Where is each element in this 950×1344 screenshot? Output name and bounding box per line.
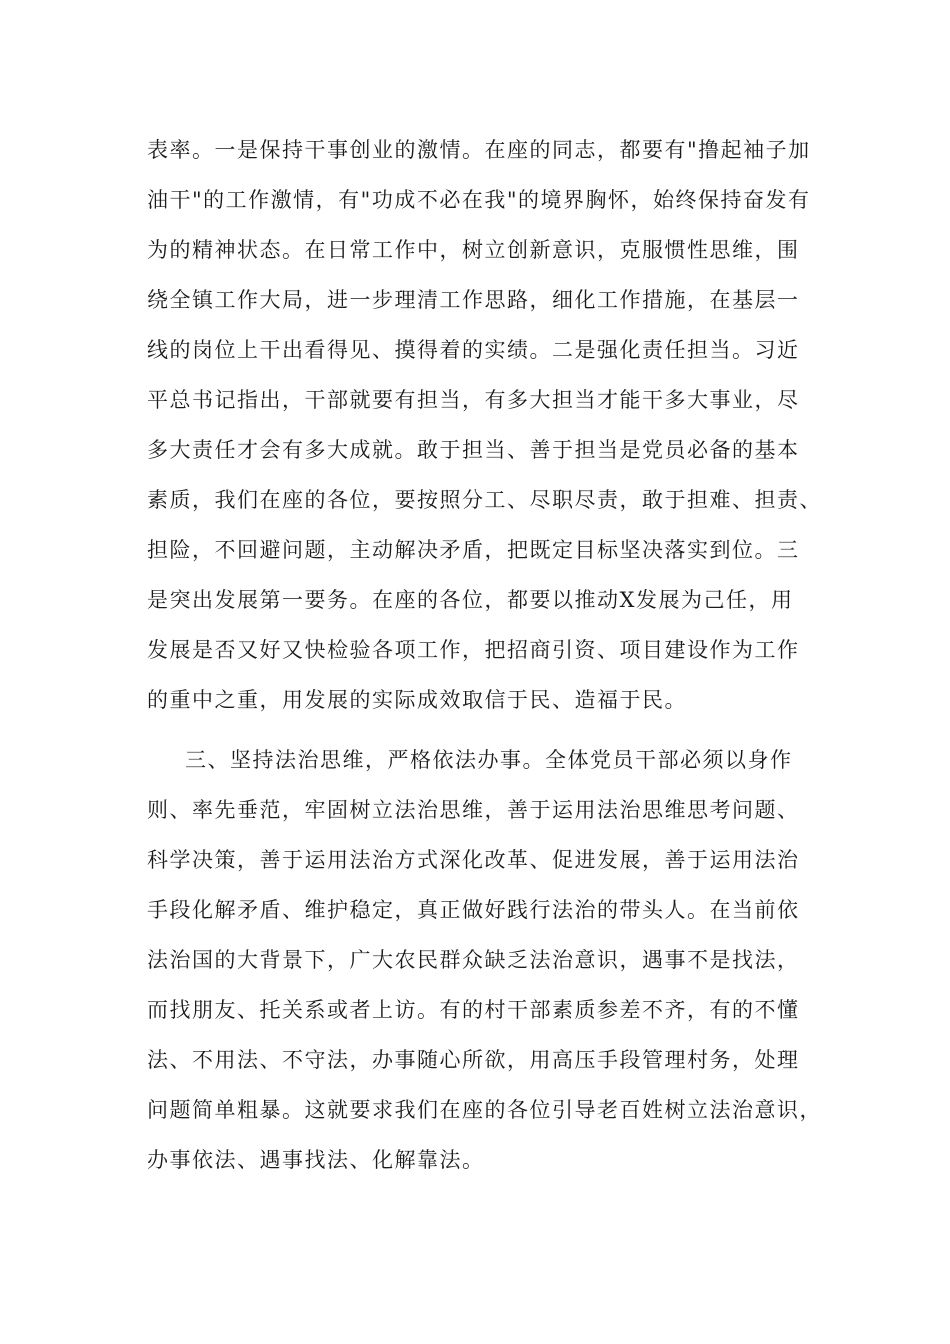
paragraph-1-line-10: 是突出发展第一要务。在座的各位，都要以推动X发展为己任，用 <box>147 588 794 612</box>
paragraph-2-line-4: 手段化解矛盾、维护稳定，真正做好践行法治的带头人。在当前依 <box>147 898 800 922</box>
paragraph-1-line-6: 平总书记指出，干部就要有担当，有多大担当才能干多大事业，尽 <box>147 388 800 412</box>
paragraph-2-line-9: 办事依法、遇事找法、化解靠法。 <box>147 1148 485 1172</box>
paragraph-1-line-12: 的重中之重，用发展的实际成效取信于民、造福于民。 <box>147 688 687 712</box>
paragraph-2-line-2: 则、率先垂范，牢固树立法治思维，善于运用法治思维思考问题、 <box>147 798 800 822</box>
paragraph-2-line-7: 法、不用法、不守法，办事随心所欲，用高压手段管理村务，处理 <box>147 1048 800 1072</box>
paragraph-1-line-11: 发展是否又好又快检验各项工作，把招商引资、项目建设作为工作 <box>147 638 800 662</box>
paragraph-1-line-5: 线的岗位上干出看得见、摸得着的实绩。二是强化责任担当。习近 <box>147 338 800 362</box>
paragraph-1-line-3: 为的精神状态。在日常工作中，树立创新意识，克服惯性思维，围 <box>147 238 800 262</box>
paragraph-1-line-1: 表率。一是保持干事创业的激情。在座的同志，都要有"撸起袖子加 <box>147 138 811 162</box>
paragraph-1-line-2: 油干"的工作激情，有"功成不必在我"的境界胸怀，始终保持奋发有 <box>147 188 811 212</box>
paragraph-2-line-8: 问题简单粗暴。这就要求我们在座的各位引导老百姓树立法治意识， <box>147 1098 822 1122</box>
paragraph-1-line-8: 素质，我们在座的各位，要按照分工、尽职尽责，敢于担难、担责、 <box>147 488 822 512</box>
paragraph-1-line-9: 担险，不回避问题，主动解决矛盾，把既定目标坚决落实到位。三 <box>147 538 800 562</box>
paragraph-2-line-5: 法治国的大背景下，广大农民群众缺乏法治意识，遇事不是找法， <box>147 948 800 972</box>
paragraph-2-line-1: 三、坚持法治思维，严格依法办事。全体党员干部必须以身作 <box>185 748 793 772</box>
paragraph-1-line-4: 绕全镇工作大局，进一步理清工作思路，细化工作措施，在基层一 <box>147 288 800 312</box>
paragraph-2-line-6: 而找朋友、托关系或者上访。有的村干部素质参差不齐，有的不懂 <box>147 998 800 1022</box>
paragraph-1-line-7: 多大责任才会有多大成就。敢于担当、善于担当是党员必备的基本 <box>147 438 800 462</box>
paragraph-2-line-3: 科学决策，善于运用法治方式深化改革、促进发展，善于运用法治 <box>147 848 800 872</box>
